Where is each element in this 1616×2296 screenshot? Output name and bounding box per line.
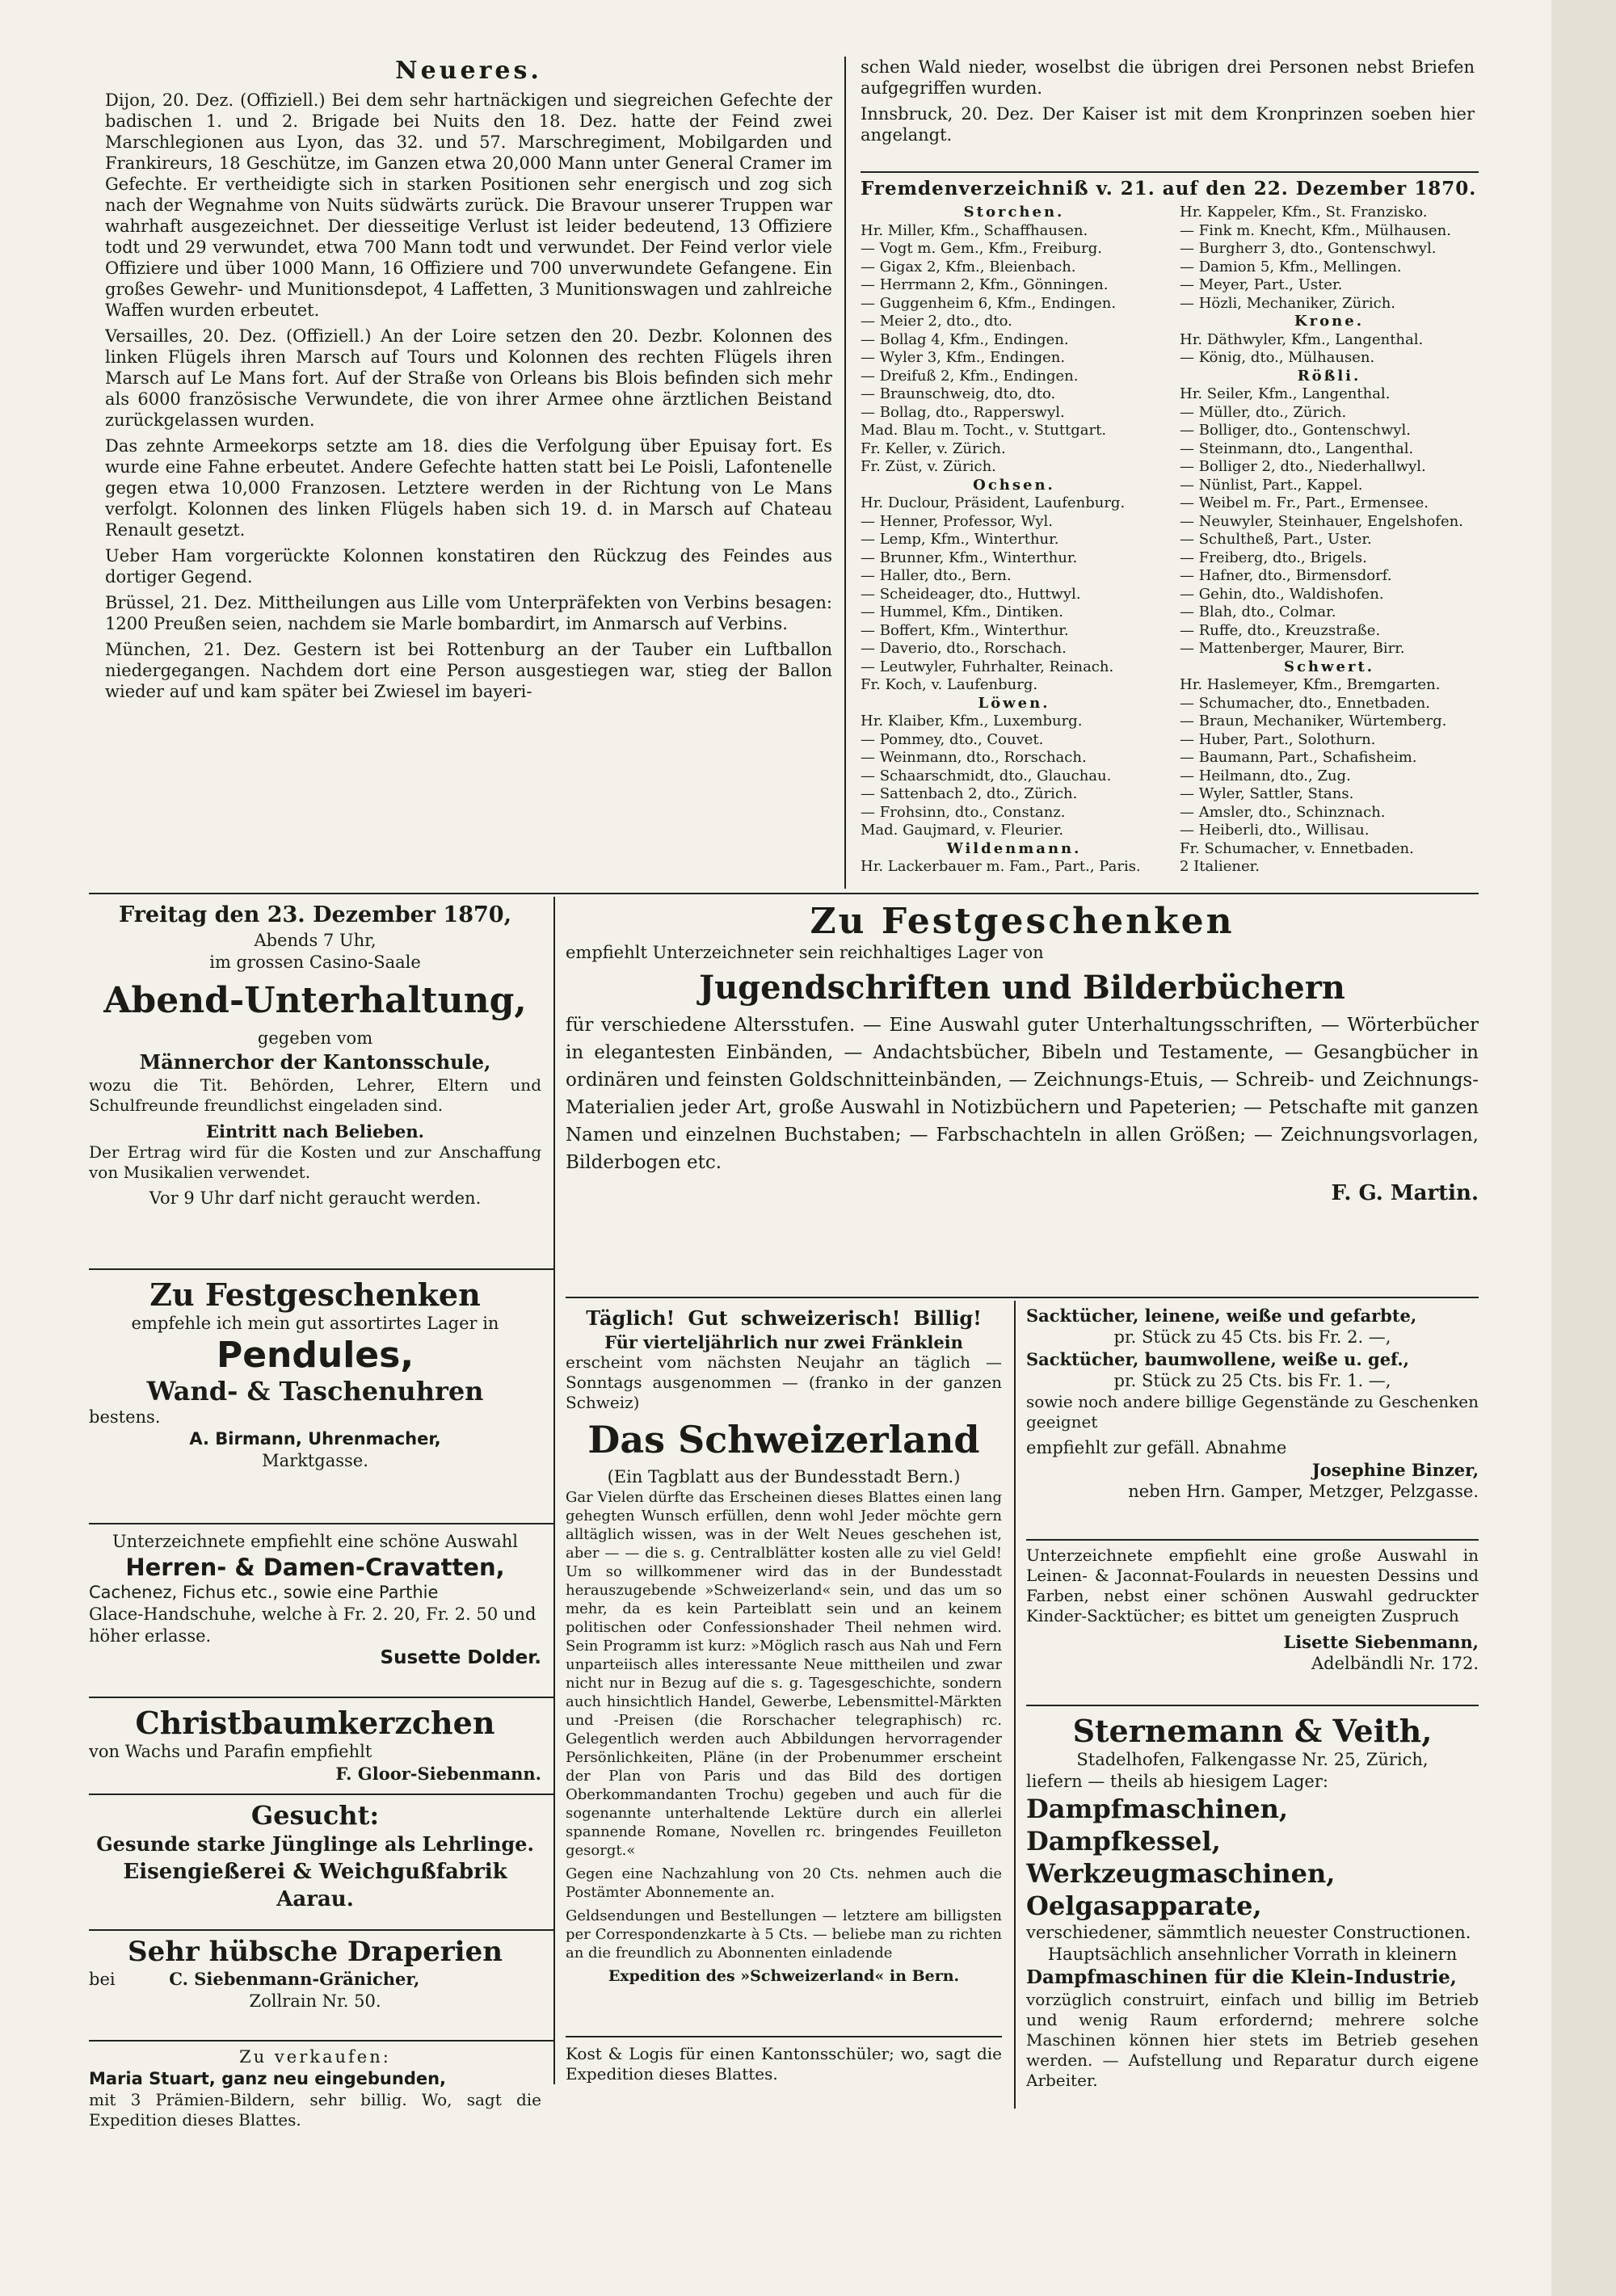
binzer-l3: Sacktücher, baumwollene, weiße u. gef.,	[1026, 1349, 1409, 1369]
abend-time: Abends 7 Uhr,	[254, 931, 377, 950]
news-continuation-text: schen Wald nieder, woselbst die übrigen drei Personen nebst Briefen aufgegriffen wurden.	[861, 57, 1475, 98]
news-muenchen: München, 21. Dez. Gestern ist bei Rottenburg an der Tauber ein Luftballon niedergegangen. Nachdem dort eine Person ausgestiegen war, stieg der Ballon wieder auf und kam später bei Zwiesel im bayeri-	[105, 640, 832, 701]
rule-l2	[89, 1523, 553, 1524]
fremden-right-hotel-heading: Rößli.	[1297, 367, 1361, 385]
rule-r2	[1026, 1539, 1479, 1541]
fremden-left-entry: — Vogt m. Gem., Kfm., Freiburg.	[861, 240, 1102, 257]
rule-ads	[89, 893, 1479, 894]
fremden-right-col	[1180, 204, 1479, 877]
draperien-addr: Zollrain Nr. 50.	[249, 1991, 381, 2011]
fremden-right-entry: — Braun, Mechaniker, Würtemberg.	[1180, 713, 1447, 730]
fremden-right-entry: — Hafner, dto., Birmensdorf.	[1180, 567, 1392, 584]
birmann-best: bestens.	[89, 1407, 161, 1427]
abend-entry: Eintritt nach Belieben.	[206, 1121, 424, 1142]
binzer-l6: empfiehlt zur gefäll. Abnahme	[1026, 1438, 1287, 1457]
fremden-title: Fremdenverzeichniß v. 21. auf den 22. Dezember 1870.	[861, 178, 1477, 200]
verkauf-body2: mit 3 Prämien-Bildern, sehr billig. Wo, sagt die Expedition dieses Blattes.	[89, 2090, 541, 2130]
gesucht-body: Gesunde starke Jünglinge als Lehrlinge.	[96, 1832, 534, 1856]
fremden-right-entry: — Huber, Part., Solothurn.	[1180, 730, 1376, 748]
fremden-left-entry: — Dreifuß 2, Kfm., Endingen.	[861, 367, 1079, 385]
news-versailles: Versailles, 20. Dez. (Offiziell.) An der Loire setzen den 20. Dezbr. Kolonnen des linken Flügels ihren Marsch auf Tours und Kolonnen des rechten Flügels ihren Marsch auf Le Mans fort. Auf der Straße von Orleans bis Blois befinden sich mehr als 6000 französische Verwundete, die von ihrer Armee ohne ärztlichen Beistand zurückgelassen wurden.	[105, 326, 832, 430]
ad-martin	[566, 901, 1479, 1289]
news-innsbruck: Innsbruck, 20. Dez. Der Kaiser ist mit dem Kronprinzen soeben hier angelangt.	[861, 104, 1475, 145]
binzer-l4: pr. Stück zu 25 Cts. bis Fr. 1. —,	[1113, 1371, 1391, 1390]
rule-l4	[89, 1793, 553, 1795]
sternemann-addr: Stadelhofen, Falkengasse Nr. 25, Zürich,	[1076, 1750, 1429, 1769]
sternemann-deliver: liefern — theils ab hiesigem Lager:	[1026, 1772, 1328, 1791]
schweizerland-desc: erscheint vom nächsten Neujahr an täglich — Sonntags ausgenommen — (franko in der ganzen Schweiz)	[566, 1352, 1002, 1412]
fremden-left-entry: — Boffert, Kfm., Winterthur.	[861, 621, 1069, 639]
fremden-left-entry: — Scheideager, dto., Huttwyl.	[861, 585, 1081, 603]
gesucht-sign1: Eisengießerei & Weichgußfabrik	[123, 1860, 507, 1884]
abend-title: Abend-Unterhaltung,	[103, 980, 527, 1021]
schweizerland-title: Das Schweizerland	[587, 1418, 980, 1461]
birmann-sign: A. Birmann, Uhrenmacher,	[189, 1429, 441, 1449]
sternemann-stock: Hauptsächlich ansehnlicher Vorrath in kleinern	[1047, 1945, 1458, 1964]
fremden-left-entry: — Braunschweig, dto, dto.	[861, 385, 1056, 402]
dolder-item3: Glace-Handschuhe, welche à Fr. 2. 20, Fr. 2. 50 und höher erlasse.	[89, 1604, 537, 1646]
column-rule-top	[844, 57, 846, 889]
fremden-left-entry: Fr. Keller, v. Zürich.	[861, 439, 1006, 457]
martin-title: Zu Festgeschenken	[810, 901, 1235, 942]
martin-sub: Jugendschriften und Bilderbüchern	[699, 969, 1345, 1007]
fremden-right-entry: — Weibel m. Fr., Part., Ermensee.	[1180, 494, 1429, 511]
fremden-left-entry: — Schaarschmidt, dto., Glauchau.	[861, 767, 1112, 784]
fremden-left-entry: — Hummel, Kfm., Dintiken.	[861, 603, 1063, 620]
schweizerland-sign: Expedition des »Schweizerland« in Bern.	[608, 1967, 960, 1985]
rule-l5	[89, 1929, 553, 1931]
newspaper-page	[89, 57, 1487, 2238]
page-edge	[1551, 0, 1616, 2296]
fremden-left-entry: Hr. Duclour, Präsident, Laufenburg.	[861, 494, 1126, 511]
kerzen-sign: F. Gloor-Siebenmann.	[335, 1764, 541, 1784]
news-armeekorps: Das zehnte Armeekorps setzte am 18. dies die Verfolgung über Epuisay fort. Es wurde eine Fahne erbeutet. Andere Gefechte hatten statt bei Le Poisli, Lafontenelle gegen etwa 10,000 Franzosen. Letztere werden in der Richtung von Le Mans verfolgt. Kolonnen des linken Flügels haben sich 19. d. in Marsch auf Chateau Renault gesetzt.	[105, 436, 832, 540]
birmann-item1: Pendules,	[216, 1335, 415, 1376]
fremden-right-hotel-heading: Schwert.	[1283, 658, 1375, 675]
siebenmann-body: Unterzeichnete empfiehlt eine große Auswahl in Leinen- & Jaconnat-Foulards in neuesten Dessins und Farben, nebst einer schönen Auswahl gedruckter Kinder-Sacktücher; es bittet um geneigten Zuspruch	[1026, 1545, 1479, 1625]
fremden-left-entry: — Bollag, dto., Rapperswyl.	[861, 403, 1065, 421]
sternemann-i2: Dampfkessel,	[1026, 1826, 1221, 1857]
fremden-left-entry: — Meier 2, dto., dto.	[861, 313, 1012, 330]
fremden-right-entry: Hr. Däthwyler, Kfm., Langenthal.	[1180, 330, 1424, 348]
fremden-left-entry: — Haller, dto., Bern.	[861, 567, 1012, 584]
fremden-right-entry: — Neuwyler, Steinhauer, Engelshofen.	[1180, 512, 1463, 530]
fremden-right-entry: — Bolliger 2, dto., Niederhallwyl.	[1180, 458, 1426, 475]
fremden-left-entry: Mad. Gaujmard, v. Fleurier.	[861, 822, 1064, 839]
fremden-left-entry: — Brunner, Kfm., Winterthur.	[861, 549, 1078, 566]
abend-invite: wozu die Tit. Behörden, Lehrer, Eltern und Schulfreunde freundlichst eingeladen sind.	[89, 1075, 541, 1115]
sternemann-small: Dampfmaschinen für die Klein-Industrie,	[1026, 1966, 1457, 1988]
fremden-right-entry: — Müller, dto., Zürich.	[1180, 403, 1347, 421]
dolder-item1: Herren- & Damen-Cravatten,	[125, 1554, 505, 1581]
ad-draperien	[89, 1936, 541, 2041]
fremden-left-entry: Hr. Miller, Kfm., Schaffhausen.	[861, 221, 1088, 239]
ad-schweizerland	[566, 1305, 1002, 2080]
fremden-left-hotel-heading: Löwen.	[978, 694, 1050, 712]
abend-proceeds: Der Ertrag wird für die Kosten und zur Anschaffung von Musikalien verwendet.	[89, 1142, 541, 1182]
news-heading: Neueres.	[395, 57, 542, 85]
fremden-right-entry: — Nünlist, Part., Kappel.	[1180, 476, 1363, 494]
binzer-l1: Sacktücher, leinene, weiße und gefarbte,	[1026, 1306, 1417, 1326]
fremden-right-entry: — Gehin, dto., Waldishofen.	[1180, 585, 1384, 603]
birmann-sign2: Marktgasse.	[262, 1451, 368, 1470]
fremden-left-entry: — Henner, Professor, Wyl.	[861, 512, 1053, 530]
schweizerland-body3: Geldsendungen und Bestellungen — letztere am billigsten per Correspondenzkarte à 5 Cts. — beliebe man zu richten an die freundlich zu Abonnenten einladende	[566, 1907, 1002, 1962]
fremden-right-entry: — Bolliger, dto., Gontenschwyl.	[1180, 422, 1411, 439]
fremden-left-entry: — Sattenbach 2, dto., Zürich.	[861, 785, 1078, 802]
fremden-right-entry: — Freiberg, dto., Brigels.	[1180, 549, 1367, 566]
rule-l6	[89, 2040, 553, 2042]
abend-date: Freitag den 23. Dezember 1870,	[119, 902, 511, 927]
fremden-right-entry: Hr. Haslemeyer, Kfm., Bremgarten.	[1180, 676, 1441, 693]
fremden-right-entry: — Meyer, Part., Uster.	[1180, 276, 1343, 293]
fremden-right-entry: — Blah, dto., Colmar.	[1180, 603, 1336, 620]
fremden-right-entry: — Mattenberger, Maurer, Birr.	[1180, 640, 1405, 657]
birmann-title: Zu Festgeschenken	[149, 1276, 481, 1313]
sternemann-various: verschiedener, sämmtlich neuester Constructionen.	[1026, 1923, 1471, 1942]
dolder-item2: Cachenez, Fichus etc., sowie eine Parthie	[89, 1583, 439, 1602]
rule-kost	[566, 2036, 1002, 2037]
verkauf-body1: Maria Stuart, ganz neu eingebunden,	[89, 2069, 447, 2088]
martin-body: für verschiedene Altersstufen. — Eine Auswahl guter Unterhaltungsschriften, — Wörterbücher in elegantesten Einbänden, — Andachtsbücher, Bibeln und Testamente, — Gesangbücher in ordinären und feinsten Goldschnitteinbänden, — Zeichnungs-Etuis, — Schreib- und Zeichnungs-Materialien jeder Art, große Auswahl in Notizbüchern und Papeterien; — Petschafte mit ganzen Namen und einzelnen Buchstaben; — Farbschachteln in allen Größen; — Zeichnungsvorlagen, Bilderbogen etc.	[566, 1015, 1479, 1173]
fremden-right-hotel-heading: Krone.	[1294, 313, 1364, 330]
fremden-right-entry: — Schultheß, Part., Uster.	[1180, 531, 1372, 548]
fremden-left-hotel-heading: Storchen.	[963, 204, 1065, 221]
siebenmann-sign: Lisette Siebenmann,	[1283, 1632, 1479, 1652]
column-rule-right	[1014, 1301, 1016, 2109]
ad-gesucht	[89, 1800, 541, 1929]
fremden-right-entry: — Heilmann, dto., Zug.	[1180, 767, 1351, 784]
fremden-right-entry: 2 Italiener.	[1180, 858, 1260, 875]
martin-sign: F. G. Martin.	[1331, 1181, 1479, 1205]
birmann-item2: Wand- & Taschenuhren	[146, 1376, 484, 1407]
sternemann-i1: Dampfmaschinen,	[1026, 1793, 1289, 1824]
ad-birmann	[89, 1276, 541, 1519]
news-column	[105, 57, 832, 881]
birmann-intro: empfehle ich mein gut assortirtes Lager in	[131, 1314, 499, 1333]
sternemann-i4: Oelgasapparate,	[1026, 1890, 1262, 1921]
fremden-right-entry: — Baumann, Part., Schafisheim.	[1180, 749, 1417, 766]
fremden-right-entry: — Wyler, Sattler, Stans.	[1180, 785, 1354, 802]
ad-abend-unterhaltung	[89, 901, 541, 1256]
draperien-by: bei	[89, 1970, 116, 1989]
ad-verkauf	[89, 2046, 541, 2151]
ad-kost	[566, 2044, 1002, 2100]
fremden-right-entry: Fr. Schumacher, v. Ennetbaden.	[1180, 839, 1414, 857]
binzer-sign2: neben Hrn. Gamper, Metzger, Pelzgasse.	[1128, 1482, 1479, 1501]
fremden-right-entry: — König, dto., Mülhausen.	[1180, 349, 1375, 366]
schweizerland-sub: (Ein Tagblatt aus der Bundesstadt Bern.)	[607, 1467, 961, 1487]
fremden-left-entry: Hr. Klaiber, Kfm., Luxemburg.	[861, 713, 1083, 730]
fremden-left-entry: — Leutwyler, Fuhrhalter, Reinach.	[861, 658, 1114, 675]
kerzen-title: Christbaumkerzchen	[135, 1705, 495, 1741]
fremden-left-entry: — Frohsinn, dto., Constanz.	[861, 803, 1066, 821]
fremden-left-entry: Mad. Blau m. Tocht., v. Stuttgart.	[861, 422, 1107, 439]
martin-intro: empfiehlt Unterzeichneter sein reichhaltiges Lager von	[566, 943, 1044, 962]
rule-r3	[1026, 1705, 1479, 1706]
kerzen-body: von Wachs und Parafin empfiehlt	[89, 1742, 372, 1761]
draperien-name: C. Siebenmann-Gränicher,	[169, 1969, 420, 1989]
fremden-right-entry: — Damion 5, Kfm., Mellingen.	[1180, 258, 1402, 275]
fremden-left-entry: — Wyler 3, Kfm., Endingen.	[861, 349, 1066, 366]
fremden-left-entry: Hr. Lackerbauer m. Fam., Part., Paris.	[861, 858, 1141, 875]
news-bruessel: Brüssel, 21. Dez. Mittheilungen aus Lille vom Unterpräfekten von Verbins besagen: 1200 Preußen seien, nachdem sie Marle bombardirt, im Anmarsch auf Verbins.	[105, 593, 832, 633]
fremden-left-entry: — Bollag 4, Kfm., Endingen.	[861, 330, 1069, 348]
dolder-intro: Unterzeichnete empfiehlt eine schöne Auswahl	[112, 1532, 518, 1551]
fremden-right-entry: — Ruffe, dto., Kreuzstraße.	[1180, 621, 1381, 639]
schweizerland-body: Gar Vielen dürfte das Erscheinen dieses Blattes einen lang gehegten Wunsch erfüllen, denn wohl Jeder möchte gern alltäglich wissen, was in der Welt Neues geschehen ist, aber — — die s. g. Centralblätter kosten alle zu viel Geld! Um so willkommener wird das in der Bundesstadt herauszugebende »Schweizerland« sein, und das um so mehr, da es kein Parteiblatt sein und an keinem politischen oder Confessionshader Theil nehmen wird. Sein Programm ist kurz: »Möglich rasch aus Nah und Fern unparteiisch alles interessante Neue mittheilen und zwar nicht nur in Bezug auf die s. g. Tagesgeschichte, sondern auch hinsichtlich Handel, Gewerbe, Lebensmittel-Märkten und -Preisen (die Rorschacher telegraphisch) rc. Gelegentlich werden auch Abbildungen hervorragender Persönlichkeiten, Pläne (in der Probenummer erscheint der Plan von Paris und das Bild des dortigen Oberkommandanten Trochu) gegeben und auch für die sogenannte unterhaltende Lektüre durch ein allerlei spannende Romane, Novellen rc. bringendes Feuilleton gesorgt.«	[566, 1489, 1002, 1859]
binzer-sign: Josephine Binzer,	[1311, 1460, 1479, 1480]
fremden-left-entry: — Gigax 2, Kfm., Bleienbach.	[861, 258, 1076, 275]
fremden-left-hotel-heading: Wildenmann.	[946, 839, 1082, 857]
fremden-left-entry: Fr. Züst, v. Zürich.	[861, 458, 996, 475]
fremden-right-entry: — Burgherr 3, dto., Gontenschwyl.	[1180, 240, 1437, 257]
sternemann-desc: vorzüglich construirt, einfach und billig im Betrieb und wenig Raum erfordernd; mehrere solche Maschinen können hier stets im Betrieb gesehen werden. — Aufstellung und Reparatur durch eigene Arbeiter.	[1026, 1990, 1479, 2090]
fremden-left-entry: Fr. Koch, v. Laufenburg.	[861, 676, 1038, 693]
gesucht-sign2: Aarau.	[276, 1887, 354, 1911]
schweizerland-body2: Gegen eine Nachzahlung von 20 Cts. nehmen auch die Postämter Abonnemente an.	[566, 1865, 1002, 1901]
fremden-left-col	[861, 204, 1168, 877]
draperien-title: Sehr hübsche Draperien	[128, 1936, 503, 1968]
fremden-right-entry: — Amsler, dto., Schinznach.	[1180, 803, 1386, 821]
ad-binzer	[1026, 1305, 1479, 1539]
abend-by: Männerchor der Kantonsschule,	[139, 1050, 491, 1074]
dolder-sign: Susette Dolder.	[380, 1647, 541, 1668]
fremden-left-entry: — Guggenheim 6, Kfm., Endingen.	[861, 294, 1117, 312]
fremden-right-entry: — Steinmann, dto., Langenthal.	[1180, 439, 1414, 457]
news-continuation	[861, 57, 1588, 178]
fremden-left-hotel-heading: Ochsen.	[973, 476, 1055, 494]
binzer-l5: sowie noch andere billige Gegenstände zu Geschenken geeignet	[1026, 1392, 1479, 1432]
fremden-right-entry: Hr. Seiler, Kfm., Langenthal.	[1180, 385, 1391, 402]
verkauf-title: Zu verkaufen:	[239, 2047, 391, 2067]
fremden-left-entry: — Weinmann, dto., Rorschach.	[861, 749, 1087, 766]
sternemann-i3: Werkzeugmaschinen,	[1026, 1858, 1336, 1889]
fremden-left-entry: — Pommey, dto., Couvet.	[861, 730, 1044, 748]
abend-place: im grossen Casino-Saale	[209, 952, 421, 972]
fremden-right-entry: Hr. Kappeler, Kfm., St. Franzisko.	[1180, 204, 1428, 221]
news-dijon: Dijon, 20. Dez. (Offiziell.) Bei dem sehr hartnäckigen und siegreichen Gefechte der badischen 1. und 2. Brigade bei Nuits den 18. Dez. hatte der Feind zwei Marschlegionen aus Lyon, das 32. und 57. Marschregiment, Mobilgarden und Frankireurs, 18 Geschütze, im Ganzen etwa 20,000 Mann unter General Cramer im Gefechte. Er vertheidigte sich in starken Positionen sehr energisch und zog sich nach der Wegnahme von Nuits südwärts zurück. Die Bravour unserer Truppen war wahrhaft ausgezeichnet. Der diesseitige Verlust ist leider bedeutend, 13 Offiziere todt und 29 verwundet, etwa 700 Mann todt und verwundet. Der Feind verlor viele Offiziere und über 1000 Mann, 16 Offiziere und 700 unverwundete Gefangene. Ein großes Gewehr- und Munitionsdepot, 4 Laffetten, 3 Munitionswagen und zahlreiche Waffen wurden erbeutet.	[105, 90, 832, 320]
ad-siebenmann	[1026, 1545, 1479, 1707]
fremden-left-entry: — Daverio, dto., Rorschach.	[861, 640, 1067, 657]
abend-smoke: Vor 9 Uhr darf nicht geraucht werden.	[149, 1188, 482, 1208]
fremden-right-entry: — Heiberli, dto., Willisau.	[1180, 822, 1370, 839]
gesucht-title: Gesucht:	[250, 1800, 380, 1831]
binzer-l2: pr. Stück zu 45 Cts. bis Fr. 2. —,	[1113, 1327, 1391, 1347]
fremden-right-entry: — Hözli, Mechaniker, Zürich.	[1180, 294, 1396, 312]
rule-l3	[89, 1697, 553, 1698]
sternemann-title: Sternemann & Veith,	[1072, 1713, 1433, 1749]
ad-dolder	[89, 1531, 541, 1701]
fremden-left-entry: — Lemp, Kfm., Winterthur.	[861, 531, 1059, 548]
ad-kerzen	[89, 1705, 541, 1793]
rule-fremden	[861, 171, 1479, 173]
schweizerland-price: Für vierteljährlich nur zwei Fränklein	[604, 1332, 963, 1352]
schweizerland-top: Täglich! Gut schweizerisch! Billig!	[586, 1306, 982, 1330]
siebenmann-addr: Adelbändli Nr. 172.	[1311, 1654, 1479, 1673]
fremden-right-entry: — Schumacher, dto., Ennetbaden.	[1180, 694, 1430, 712]
column-rule-left	[553, 897, 555, 2084]
rule-r1	[566, 1297, 1479, 1298]
news-ham: Ueber Ham vorgerückte Kolonnen konstatiren den Rückzug des Feindes aus dortiger Gegend.	[105, 546, 832, 587]
fremden-right-entry: — Fink m. Knecht, Kfm., Mülhausen.	[1180, 221, 1451, 239]
fremden-box	[861, 178, 1479, 889]
abend-given: gegeben vom	[257, 1028, 373, 1048]
fremden-left-entry: — Herrmann 2, Kfm., Gönningen.	[861, 276, 1109, 293]
rule-l1	[89, 1268, 553, 1270]
kost-body: Kost & Logis für einen Kantonsschüler; wo, sagt die Expedition dieses Blattes.	[566, 2044, 1002, 2084]
ad-sternemann	[1026, 1713, 1479, 2117]
